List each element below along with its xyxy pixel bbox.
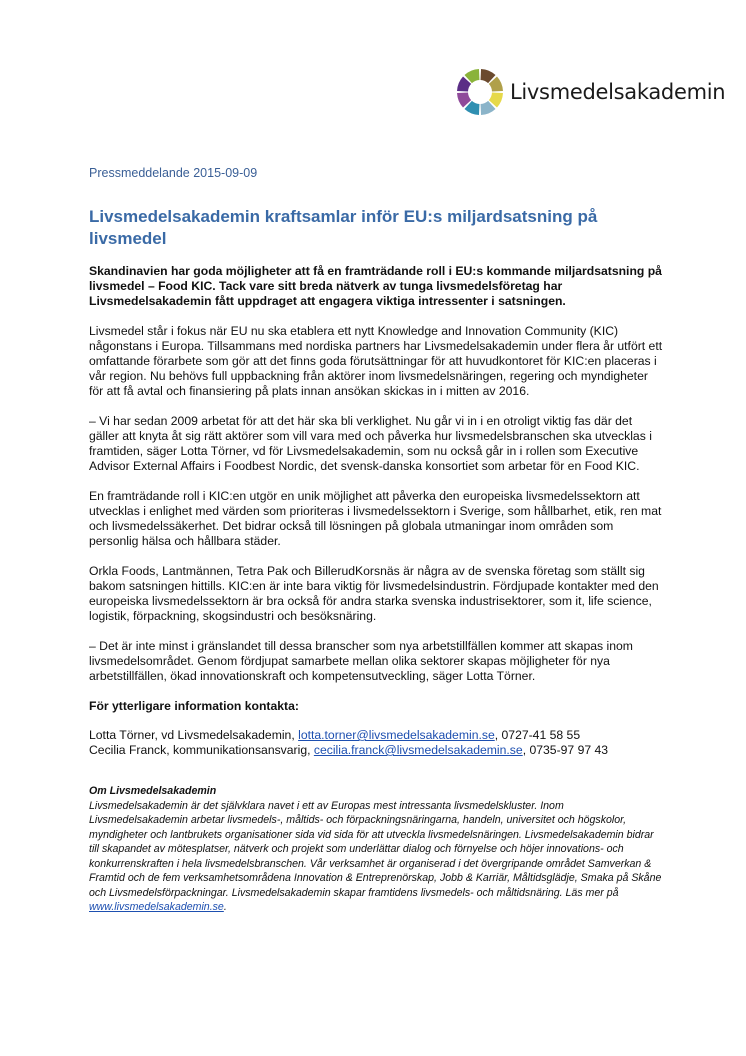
about-title: Om Livsmedelsakademin: [89, 785, 217, 797]
logo-ring-icon: [456, 68, 504, 116]
website-link[interactable]: www.livsmedelsakademin.se: [89, 901, 224, 913]
contact-email-link[interactable]: cecilia.franck@livsmedelsakademin.se: [313, 743, 523, 757]
contact-line: [89, 743, 665, 758]
contact-name: Lotta Törner, vd Livsmedelsakademin,: [89, 728, 299, 742]
contact-phone: , 0727-41 58 55: [494, 728, 581, 742]
contact-email-link[interactable]: lotta.torner@livsmedelsakademin.se: [298, 728, 495, 742]
body-paragraph-5: – Det är inte minst i gränslandet till dessa branscher som nya arbetstillfällen kommer att skapas inom livsmedelsområdet. Genom fördjupat samarbete mellan olika sektorer skapas möjligheter för nya arbetstillfällen, ökad innovationskraft och kompetensutveckling, säger Lotta Törner.: [89, 639, 633, 683]
contact-line: [89, 728, 665, 743]
contact-phone: , 0735-97 97 43: [522, 743, 609, 757]
body-paragraph-2: – Vi har sedan 2009 arbetat för att det här ska bli verklighet. Nu går vi in i en otroligt viktig fas där det gäller att knyta åt sig rätt aktörer som vill vara med och påverka hur livsmedelsbranschen ska utvecklas i framtiden, säger Lotta Törner, vd för Livsmedelsakademin, som nu också går in i rollen som Executive Advisor External Affairs i Foodbest Nordic, det svensk-danska konsortiet som arbetar för en Food KIC.: [89, 414, 652, 473]
about-section: [89, 784, 665, 915]
contact-heading: För ytterligare information kontakta:: [89, 699, 299, 713]
press-date: Pressmeddelande 2015-09-09: [89, 166, 258, 180]
about-text: Livsmedelsakademin är det självklara navet i ett av Europas mest intressanta livsmedelskluster. Inom Livsmedelsakademin arbetar livsmedels-, måltids- och förpackningsnäringarna, handeln, universitet och högskolor, myndigheter och lantbrukets organisationer sida vid sida för att utveckla livsmedelsnäringen. Livsmedelsakademin bidrar till skapandet av mötesplatser, nätverk och projekt som underlättar dialog och förnyelse och höjer innovations- och konkurrenskraften i hela livsmedelsbranschen. Vår verksamhet är organiserad i det övergripande området Samverkan & Framtid och de fem verksamhetsområdena Innovation & Entreprenörskap, Jobb & Karriär, Måltidsglädje, Smaka på Skåne och Livsmedelsförpackningar. Livsmedelsakademin skapar framtidens livsmedels- och måltidsnäring. Läs mer på: [89, 799, 662, 899]
contact-list: [89, 728, 665, 758]
body-paragraph-4: Orkla Foods, Lantmännen, Tetra Pak och BillerudKorsnäs är några av de svenska företag som ställt sig bakom satsningen hittills. KIC:en är inte bara viktig för livsmedelsindustrin. Fördjupade kontakter med den europeiska livsmedelssektorn är bra också för andra starka svenska industrisektorer, som it, life science, logistik, förpackning, skogsindustri och besöksnäring.: [89, 564, 659, 623]
about-end: .: [223, 901, 227, 913]
headline: Livsmedelsakademin kraftsamlar inför EU:s miljardsatsning på livsmedel: [89, 207, 598, 248]
logo-text: Livsmedelsakademin: [510, 80, 726, 104]
contact-name: Cecilia Franck, kommunikationsansvarig,: [89, 743, 314, 757]
press-release-body: [89, 166, 665, 915]
lead-paragraph: Skandinavien har goda möjligheter att få en framträdande roll i EU:s kommande miljardsatsning på livsmedel – Food KIC. Tack vare sitt breda nätverk av tunga livsmedelsföretag har Livsmedelsakademin fått uppdraget att engagera viktiga intressenter i satsningen.: [89, 264, 662, 308]
body-paragraph-3: En framträdande roll i KIC:en utgör en unik möjlighet att påverka den europeiska livsmedelssektorn att utvecklas i enlighet med värden som prioriteras i livsmedelssektorn i Sverige, som hållbarhet, etik, ren mat och livsmedelssäkerhet. Det bidrar också till lösningen på globala utmaningar inom områden som personlig hälsa och hållbara städer.: [89, 489, 662, 548]
logo: [456, 68, 725, 116]
body-paragraph-1: Livsmedel står i fokus när EU nu ska etablera ett nytt Knowledge and Innovation Community (KIC) någonstans i Europa. Tillsammans med nordiska partners har Livsmedelsakademin under flera år utfört ett omfattande förarbete som gör att det finns goda förutsättningar för att huvudkontoret för KIC:en placeras i vår region. Nu behövs full uppbackning från aktörer inom livsmedelsnäringen, regering och myndigheter för att få avtal och finansiering på plats innan ansökan skickas in i mitten av 2016.: [89, 324, 663, 398]
